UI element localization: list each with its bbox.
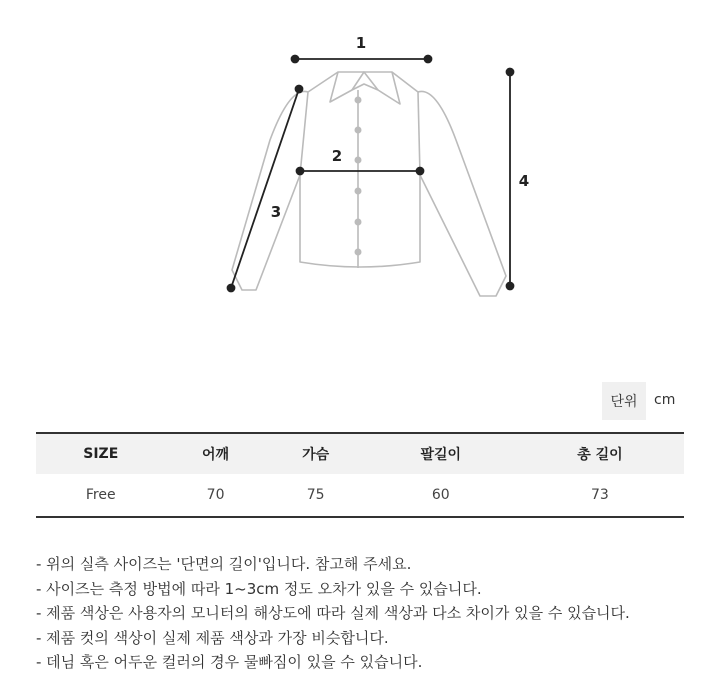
shirt-outline <box>232 72 506 296</box>
note-item: - 사이즈는 측정 방법에 따라 1~3cm 정도 오차가 있을 수 있습니다. <box>36 579 482 598</box>
unit-label: 단위 <box>602 382 646 420</box>
size-table <box>36 432 684 518</box>
label-sleeve: 3 <box>270 203 282 221</box>
header-chest: 가슴 <box>266 433 366 474</box>
cell-length: 73 <box>591 487 609 503</box>
label-shoulder: 1 <box>355 34 367 52</box>
note-item: - 데님 혹은 어두운 컬러의 경우 물빠짐이 있을 수 있습니다. <box>36 653 423 671</box>
unit-value: cm <box>654 392 676 408</box>
size-notes <box>36 552 696 675</box>
header-sleeve: 팔길이 <box>366 433 516 474</box>
note-item: - 제품 컷의 색상이 실제 제품 색상과 가장 비슷합니다. <box>36 628 389 647</box>
sleeve-measure-line <box>231 89 299 288</box>
note-item: - 제품 색상은 사용자의 모니터의 해상도에 따라 실제 색상과 다소 차이가 있을 수 있습니다. <box>36 604 630 622</box>
header-size: SIZE <box>36 433 166 474</box>
cell-chest: 75 <box>306 487 325 503</box>
table-header-row <box>36 433 684 474</box>
cell-size: Free <box>85 487 116 503</box>
measurement-lines <box>228 56 514 292</box>
cell-shoulder: 70 <box>206 487 225 503</box>
label-length: 4 <box>518 172 530 190</box>
note-item: - 위의 실측 사이즈는 '단면의 길이'입니다. 참고해 주세요. <box>36 555 412 573</box>
label-chest: 2 <box>331 147 343 165</box>
table-row <box>36 474 684 517</box>
header-length: 총 길이 <box>516 433 684 474</box>
header-shoulder: 어깨 <box>166 433 266 474</box>
cell-sleeve: 60 <box>431 487 450 503</box>
